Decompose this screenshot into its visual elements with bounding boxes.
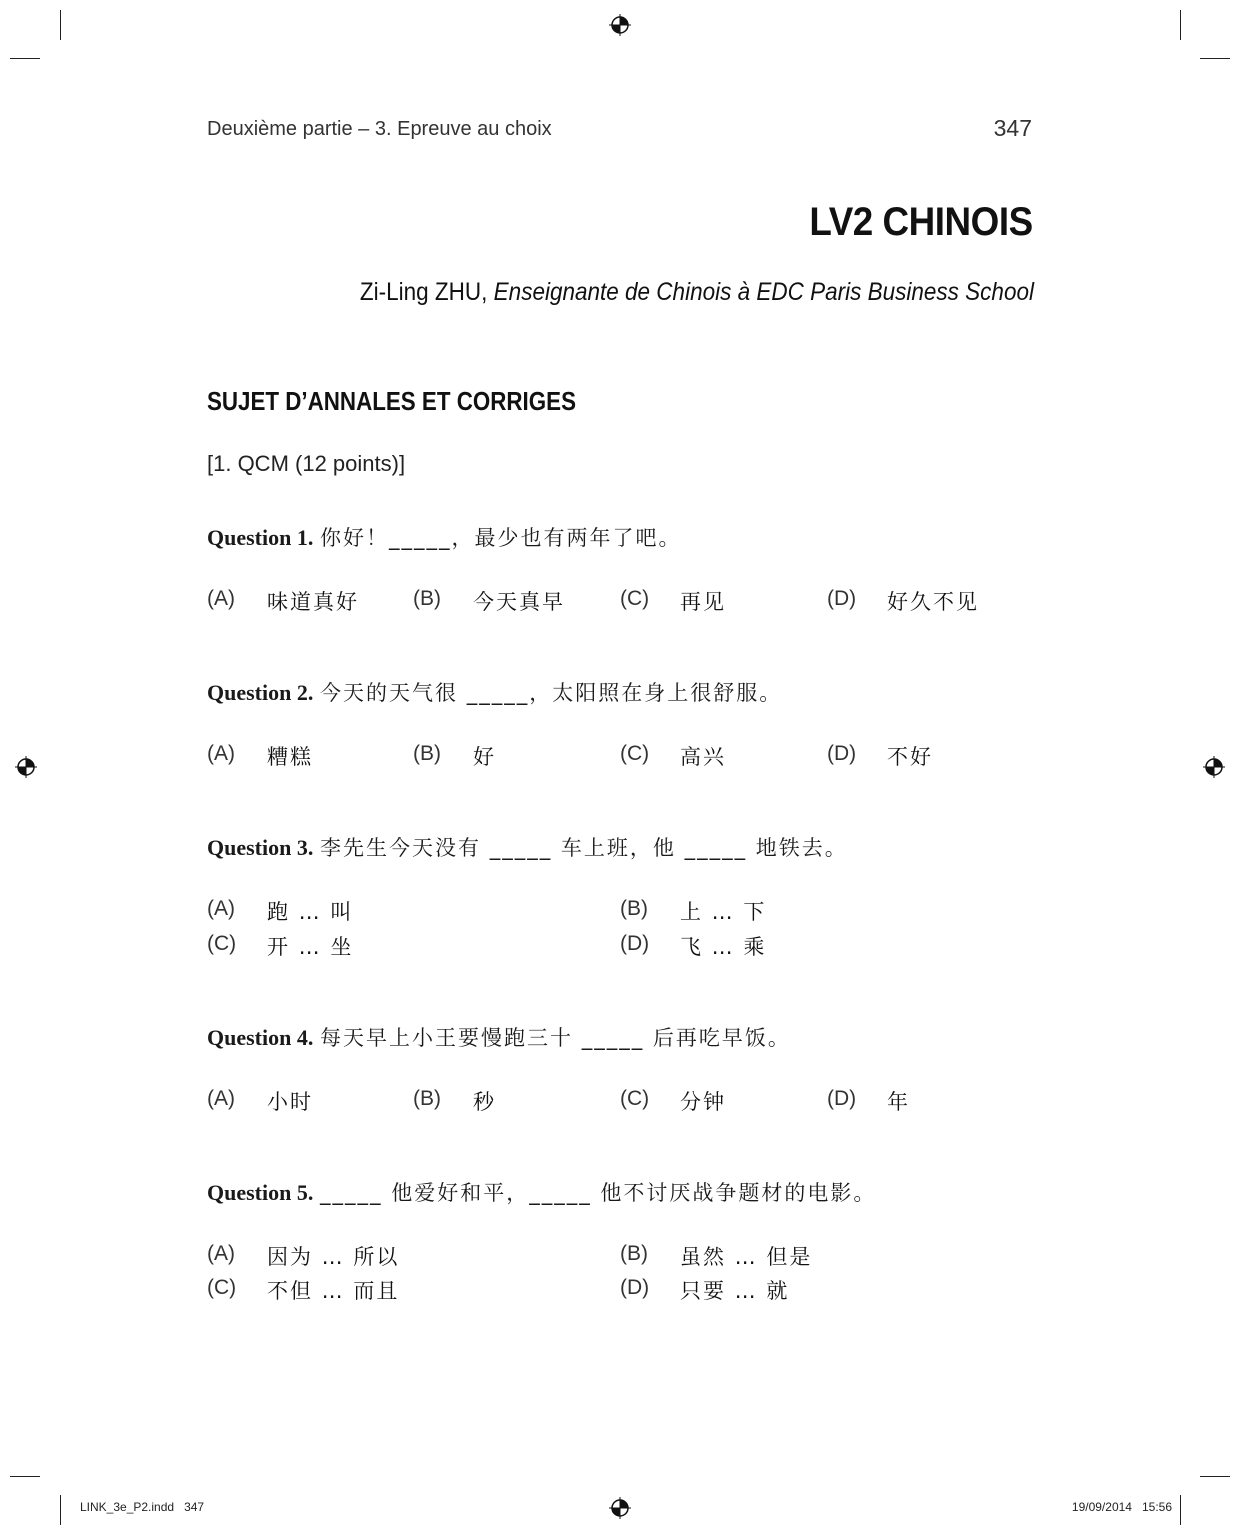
option-text: 分钟	[680, 1090, 726, 1114]
section-title: SUJET D’ANNALES ET CORRIGES	[207, 386, 576, 416]
option-text: 今天真早	[473, 590, 565, 614]
option-letter: (D)	[827, 1087, 857, 1110]
option-text: 年	[887, 1090, 910, 1114]
option-text: 好久不见	[887, 590, 979, 614]
author-role: Enseignante de Chinois à EDC Paris Business School	[493, 278, 1034, 306]
question-3	[207, 832, 848, 862]
registration-mark-icon	[15, 756, 37, 778]
option-letter: (A)	[207, 1087, 235, 1110]
question-text: 今天的天气很 _____，太阳照在身上很舒服。	[320, 681, 783, 705]
page-title: LV2 CHINOIS	[809, 200, 1033, 244]
option-text: 开 … 坐	[267, 935, 354, 959]
option-text: 不但 … 而且	[267, 1279, 400, 1303]
crop-mark-bottom-right	[1180, 1495, 1181, 1525]
question-label: Question 2.	[207, 680, 314, 705]
registration-mark-icon	[609, 1497, 631, 1519]
question-label: Question 4.	[207, 1025, 314, 1050]
question-1	[207, 522, 682, 552]
part-label: [1. QCM (12 points)]	[207, 451, 406, 476]
option-letter: (B)	[413, 742, 441, 765]
question-label: Question 3.	[207, 835, 314, 860]
question-5	[207, 1177, 876, 1207]
question-text: _____ 他爱好和平，_____ 他不讨厌战争题材的电影。	[320, 1181, 877, 1205]
option-letter: (C)	[207, 932, 237, 955]
option-letter: (A)	[207, 897, 235, 920]
question-text: 李先生今天没有 _____ 车上班，他 _____ 地铁去。	[320, 836, 848, 860]
registration-mark-icon	[609, 14, 631, 36]
option-letter: (D)	[620, 1276, 650, 1299]
slug-file: LINK_3e_P2.indd 347	[80, 1500, 205, 1514]
question-text: 每天早上小王要慢跑三十 _____ 后再吃早饭。	[320, 1026, 791, 1050]
crop-mark-top-right	[1180, 10, 1181, 40]
crop-mark-bottom-left-h	[10, 1476, 40, 1477]
option-letter: (A)	[207, 742, 235, 765]
option-text: 小时	[267, 1090, 313, 1114]
question-label: Question 5.	[207, 1180, 314, 1205]
option-letter: (C)	[620, 742, 650, 765]
option-letter: (B)	[620, 1242, 648, 1265]
option-letter: (B)	[413, 1087, 441, 1110]
crop-mark-top-left	[60, 10, 61, 40]
page-number: 347	[993, 115, 1032, 141]
option-letter: (B)	[620, 897, 648, 920]
option-text: 飞 … 乘	[680, 935, 767, 959]
option-text: 因为 … 所以	[267, 1245, 400, 1269]
question-label: Question 1.	[207, 525, 314, 550]
option-text: 虽然 … 但是	[680, 1245, 813, 1269]
crop-mark-top-left-h	[10, 58, 40, 59]
registration-mark-icon	[1203, 756, 1225, 778]
option-text: 上 … 下	[680, 900, 767, 924]
option-text: 好	[473, 745, 496, 769]
option-text: 不好	[887, 745, 933, 769]
option-letter: (A)	[207, 587, 235, 610]
option-text: 味道真好	[267, 590, 359, 614]
option-letter: (C)	[620, 587, 650, 610]
option-letter: (A)	[207, 1242, 235, 1265]
crop-mark-top-right-h	[1200, 58, 1230, 59]
option-text: 跑 … 叫	[267, 900, 354, 924]
option-text: 秒	[473, 1090, 496, 1114]
option-text: 糟糕	[267, 745, 313, 769]
question-2	[207, 677, 782, 707]
running-head: Deuxième partie – 3. Epreuve au choix	[207, 118, 552, 140]
option-letter: (C)	[207, 1276, 237, 1299]
author-name: Zi-Ling ZHU,	[359, 278, 488, 306]
option-letter: (C)	[620, 1087, 650, 1110]
slug-date: 19/09/2014 15:56	[1071, 1500, 1172, 1514]
option-letter: (D)	[827, 587, 857, 610]
question-text: 你好！_____，最少也有两年了吧。	[320, 526, 682, 550]
option-letter: (B)	[413, 587, 441, 610]
option-letter: (D)	[827, 742, 857, 765]
crop-mark-bottom-left	[60, 1495, 61, 1525]
option-text: 高兴	[680, 745, 726, 769]
author-line	[360, 278, 1034, 307]
option-text: 只要 … 就	[680, 1279, 790, 1303]
crop-mark-bottom-right-h	[1200, 1476, 1230, 1477]
option-letter: (D)	[620, 932, 650, 955]
question-4	[207, 1022, 791, 1052]
option-text: 再见	[680, 590, 726, 614]
